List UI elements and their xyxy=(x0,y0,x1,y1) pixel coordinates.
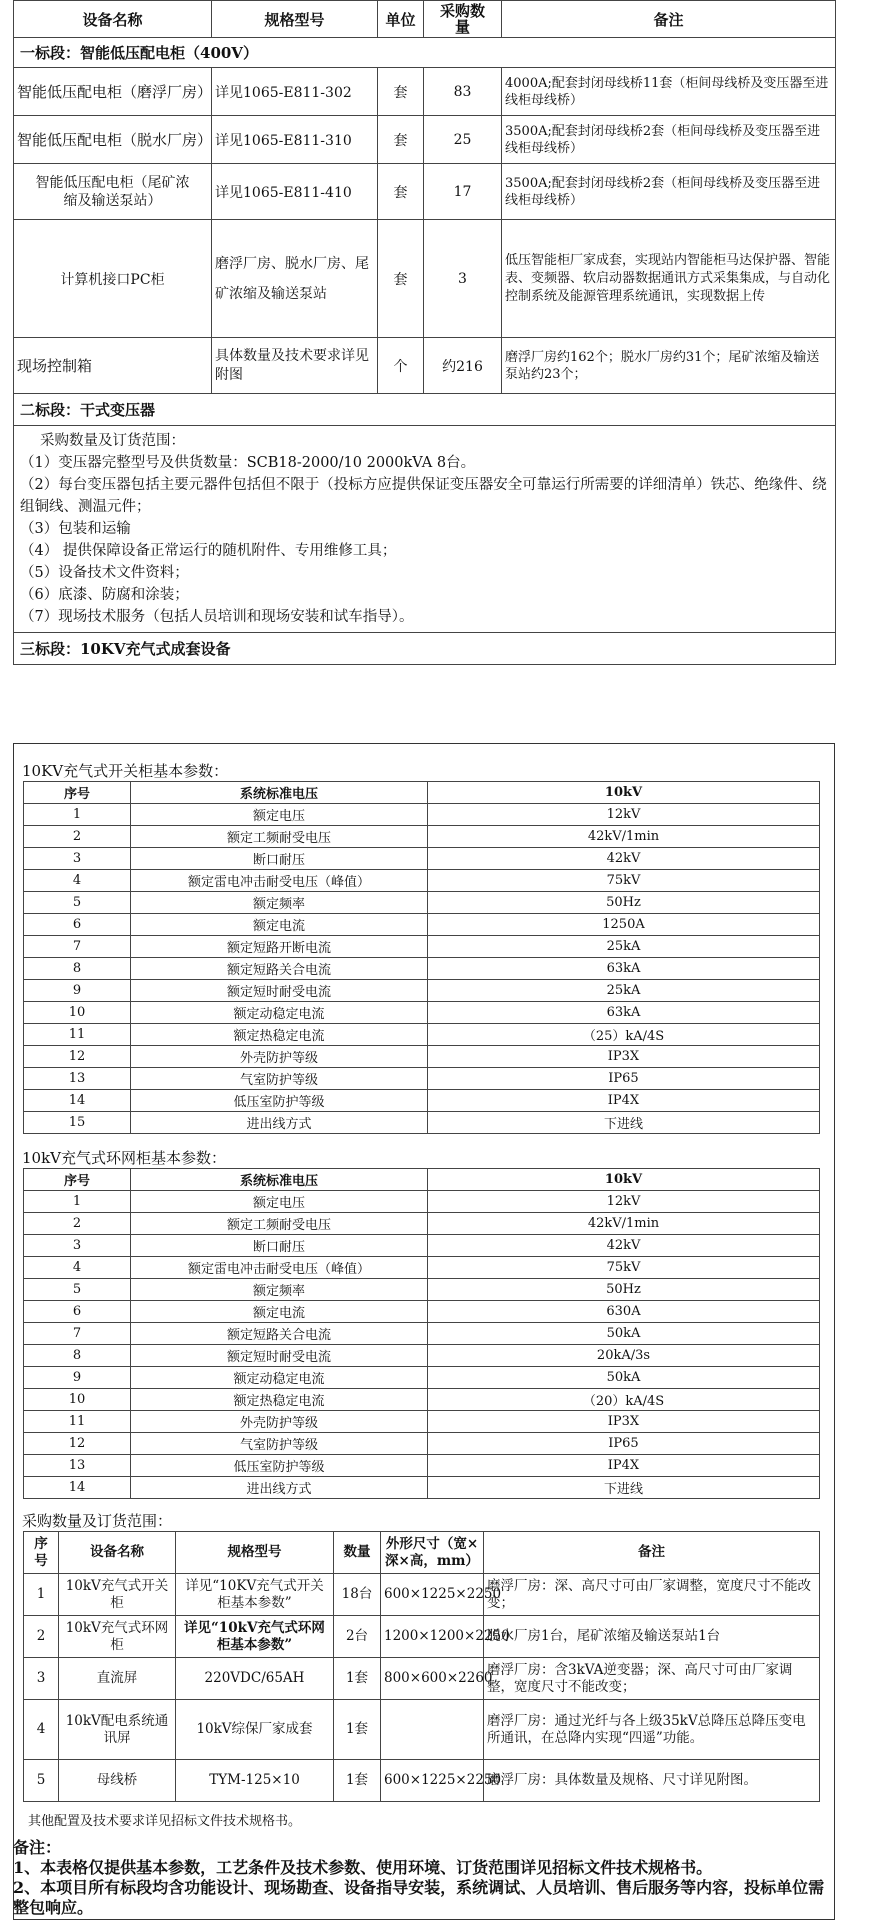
param-row xyxy=(24,1279,820,1301)
remark-item: 2、本项目所有标段均含功能设计、现场勘查、设备指导安装，系统调试、人员培训、售后服务等内容，投标单位需整包响应。 xyxy=(13,1878,825,1917)
param-cell: 12 xyxy=(24,1433,131,1455)
param-cell: 外壳防护等级 xyxy=(131,1411,428,1433)
param-cell: 63kA xyxy=(428,958,820,980)
other-config-note: 其他配置及技术要求详见招标文件技术规格书。 xyxy=(28,1814,302,1829)
table-row: 1 10kV充气式开关柜 详见“10KV充气式开关柜基本参数” 18台 600×1225×2250 磨浮厂房：深、高尺寸可由厂家调整，宽度尺寸不能改变； xyxy=(24,1574,820,1616)
param-cell: 1250A xyxy=(428,914,820,936)
param-row xyxy=(24,870,820,892)
param-row xyxy=(24,936,820,958)
param-cell: 50kA xyxy=(428,1323,820,1345)
section2-title: 二标段：干式变压器 xyxy=(14,394,836,426)
table-row: 5 母线桥 TYM-125×10 1套 600×1225×2250 磨浮厂房：具体数量及规格、尺寸详见附图。 xyxy=(24,1760,820,1802)
param-cell: 额定雷电冲击耐受电压（峰值） xyxy=(131,1257,428,1279)
param-cell: 4 xyxy=(24,1257,131,1279)
header-device-name: 设备名称 xyxy=(14,1,212,38)
table-row: 智能低压配电柜（磨浮厂房） 详见1065-E811-302 套 83 4000A;配套封闭母线桥11套（柜间母线桥及变压器至进线柜母线桥） xyxy=(14,68,836,116)
param-row xyxy=(24,914,820,936)
param-row xyxy=(24,1411,820,1433)
param-row xyxy=(24,1345,820,1367)
param-cell: 50kA xyxy=(428,1367,820,1389)
procurement-table xyxy=(13,0,836,665)
param-cell: IP65 xyxy=(428,1068,820,1090)
param-cell: 额定工频耐受电压 xyxy=(131,1213,428,1235)
param-cell: IP65 xyxy=(428,1433,820,1455)
param-row xyxy=(24,1433,820,1455)
param-row xyxy=(24,1046,820,1068)
param-cell: 5 xyxy=(24,1279,131,1301)
remark-item: 1、本表格仅提供基本参数，工艺条件及技术参数、使用环境、订货范围详见招标文件技术规格书。 xyxy=(13,1858,713,1877)
param-cell: IP3X xyxy=(428,1046,820,1068)
header-spec: 规格型号 xyxy=(212,1,378,38)
param-cell: 3 xyxy=(24,1235,131,1257)
param-cell: 7 xyxy=(24,936,131,958)
param-cell: 12 xyxy=(24,1046,131,1068)
remarks-title: 备注： xyxy=(13,1838,62,1857)
param-cell: 额定短路关合电流 xyxy=(131,1323,428,1345)
param-row xyxy=(24,1024,820,1046)
param-cell: 气室防护等级 xyxy=(131,1433,428,1455)
param-cell: 6 xyxy=(24,1301,131,1323)
param-cell: 2 xyxy=(24,826,131,848)
param-cell: IP4X xyxy=(428,1455,820,1477)
param-cell: 14 xyxy=(24,1090,131,1112)
header-qty: 采购数量 xyxy=(424,1,502,38)
param-cell: 1 xyxy=(24,804,131,826)
header-row xyxy=(14,1,836,38)
param-cell: 13 xyxy=(24,1455,131,1477)
param-cell: 额定动稳定电流 xyxy=(131,1367,428,1389)
param-row xyxy=(24,892,820,914)
param-cell: 断口耐压 xyxy=(131,848,428,870)
table-row: 现场控制箱 具体数量及技术要求详见附图 个 约216 磨浮厂房约162个；脱水厂房约31个；尾矿浓缩及输送泵站约23个； xyxy=(14,338,836,394)
scope3-header-row: 序号 设备名称 规格型号 数量 外形尺寸（宽×深×高，mm） 备注 xyxy=(24,1532,820,1574)
param-row xyxy=(24,1213,820,1235)
param-cell: 9 xyxy=(24,1367,131,1389)
param-cell: 额定电流 xyxy=(131,1301,428,1323)
param-row xyxy=(24,1090,820,1112)
param-cell: 4 xyxy=(24,870,131,892)
param-cell: 12kV xyxy=(428,804,820,826)
param-cell: 8 xyxy=(24,958,131,980)
param-cell: 63kA xyxy=(428,1002,820,1024)
param-cell: 630A xyxy=(428,1301,820,1323)
table-row: 4 10kV配电系统通讯屏 10kV综保厂家成套 1套 磨浮厂房：通过光纤与各上级35kV总降压总降压变电所通讯，在总降内实现“四遥”功能。 xyxy=(24,1700,820,1760)
param-row xyxy=(24,848,820,870)
param-row xyxy=(24,804,820,826)
param-row xyxy=(24,1002,820,1024)
param-cell: 6 xyxy=(24,914,131,936)
param-cell: 额定电压 xyxy=(131,1191,428,1213)
param-cell: 13 xyxy=(24,1068,131,1090)
param-cell: 25kA xyxy=(428,980,820,1002)
param-row xyxy=(24,958,820,980)
switchgear-param-table xyxy=(23,781,820,1134)
param-cell: 额定短时耐受电流 xyxy=(131,1345,428,1367)
param-cell: 额定短路关合电流 xyxy=(131,958,428,980)
section1-title: 一标段：智能低压配电柜（400V） xyxy=(14,38,836,68)
param-cell: 50Hz xyxy=(428,1279,820,1301)
param-cell: IP3X xyxy=(428,1411,820,1433)
header-note: 备注 xyxy=(502,1,836,38)
table-row: 智能低压配电柜（尾矿浓缩及输送泵站） 详见1065-E811-410 套 17 3500A;配套封闭母线桥2套（柜间母线桥及变压器至进线柜母线桥） xyxy=(14,164,836,220)
param-cell: 额定电压 xyxy=(131,804,428,826)
param-cell: 11 xyxy=(24,1411,131,1433)
param-cell: 低压室防护等级 xyxy=(131,1090,428,1112)
param-row xyxy=(24,826,820,848)
table-row: 3 直流屏 220VDC/65AH 1套 800×600×2260 磨浮厂房：含3kVA逆变器；深、高尺寸可由厂家调整，宽度尺寸不能改变； xyxy=(24,1658,820,1700)
param-cell: 14 xyxy=(24,1477,131,1499)
param-cell: 50Hz xyxy=(428,892,820,914)
param-cell: 断口耐压 xyxy=(131,1235,428,1257)
param-cell: 42kV xyxy=(428,848,820,870)
param-cell: 外壳防护等级 xyxy=(131,1046,428,1068)
table-row: 计算机接口PC柜 磨浮厂房、脱水厂房、尾矿浓缩及输送泵站 套 3 低压智能柜厂家成套，实现站内智能柜马达保护器、智能表、变频器、软启动器数据通讯方式采集集成，与自动化控制系统及能源管理系统通讯，实现数据上传 xyxy=(14,220,836,338)
param-cell: 42kV/1min xyxy=(428,1213,820,1235)
param-cell: 75kV xyxy=(428,1257,820,1279)
section2-scope: 采购数量及订货范围： （1）变压器完整型号及供货数量：SCB18-2000/10 2000kVA 8台。 （2）每台变压器包括主要元器件包括但不限于（投标方应提供保证变压器安全可靠运行所需要的详细清单）铁芯、绝缘件、绕组铜线、测温元件； （3）包装和运输 （4） 提供保障设备正常运行的随机附件、专用维修工具； （5）设备技术文件资料； （6）底漆、防腐和涂装； （7）现场技术服务（包括人员培训和现场安装和试车指导）。 xyxy=(14,426,836,633)
param-cell: IP4X xyxy=(428,1090,820,1112)
switchgear-header-row: 序号 系统标准电压 10kV xyxy=(24,782,820,804)
param-cell: 42kV/1min xyxy=(428,826,820,848)
param-cell: 下进线 xyxy=(428,1112,820,1134)
ringmain-caption: 10kV充气式环网柜基本参数： xyxy=(22,1149,227,1167)
param-cell: 10 xyxy=(24,1389,131,1411)
param-cell: 25kA xyxy=(428,936,820,958)
param-cell: 8 xyxy=(24,1345,131,1367)
param-row xyxy=(24,1112,820,1134)
ringmain-param-table xyxy=(23,1168,820,1499)
param-row xyxy=(24,1367,820,1389)
param-cell: 额定短时耐受电流 xyxy=(131,980,428,1002)
param-row xyxy=(24,1191,820,1213)
param-row xyxy=(24,1455,820,1477)
ringmain-header-row: 序号 系统标准电压 10kV xyxy=(24,1169,820,1191)
param-cell: 额定频率 xyxy=(131,1279,428,1301)
scope3-caption: 采购数量及订货范围： xyxy=(22,1512,173,1530)
param-row xyxy=(24,1323,820,1345)
param-cell: 进出线方式 xyxy=(131,1477,428,1499)
param-cell: （20）kA/4S xyxy=(428,1389,820,1411)
param-cell: 额定短路开断电流 xyxy=(131,936,428,958)
param-cell: 低压室防护等级 xyxy=(131,1455,428,1477)
param-cell: （25）kA/4S xyxy=(428,1024,820,1046)
param-cell: 气室防护等级 xyxy=(131,1068,428,1090)
param-cell: 12kV xyxy=(428,1191,820,1213)
param-row xyxy=(24,1389,820,1411)
switchgear-caption: 10KV充气式开关柜基本参数： xyxy=(22,762,229,780)
param-row xyxy=(24,1235,820,1257)
param-row xyxy=(24,980,820,1002)
param-row xyxy=(24,1257,820,1279)
param-cell: 下进线 xyxy=(428,1477,820,1499)
param-cell: 11 xyxy=(24,1024,131,1046)
param-cell: 42kV xyxy=(428,1235,820,1257)
param-cell: 15 xyxy=(24,1112,131,1134)
table-row: 智能低压配电柜（脱水厂房） 详见1065-E811-310 套 25 3500A;配套封闭母线桥2套（柜间母线桥及变压器至进线柜母线桥） xyxy=(14,116,836,164)
param-cell: 进出线方式 xyxy=(131,1112,428,1134)
param-cell: 额定热稳定电流 xyxy=(131,1024,428,1046)
table-row: 2 10kV充气式环网柜 详见“10kV充气式环网柜基本参数” 2台 1200×1200×2250 脱水厂房1台，尾矿浓缩及输送泵站1台 xyxy=(24,1616,820,1658)
scope3-table xyxy=(23,1531,820,1802)
header-unit: 单位 xyxy=(378,1,424,38)
param-row xyxy=(24,1477,820,1499)
param-cell: 10 xyxy=(24,1002,131,1024)
param-cell: 1 xyxy=(24,1191,131,1213)
section3-title: 三标段：10KV充气式成套设备 xyxy=(14,633,836,665)
param-cell: 75kV xyxy=(428,870,820,892)
param-cell: 额定工频耐受电压 xyxy=(131,826,428,848)
param-cell: 额定雷电冲击耐受电压（峰值） xyxy=(131,870,428,892)
param-cell: 3 xyxy=(24,848,131,870)
param-row xyxy=(24,1068,820,1090)
param-cell: 额定动稳定电流 xyxy=(131,1002,428,1024)
remarks xyxy=(13,1838,835,1918)
param-cell: 额定热稳定电流 xyxy=(131,1389,428,1411)
param-cell: 20kA/3s xyxy=(428,1345,820,1367)
param-cell: 5 xyxy=(24,892,131,914)
param-cell: 7 xyxy=(24,1323,131,1345)
param-row xyxy=(24,1301,820,1323)
param-cell: 额定电流 xyxy=(131,914,428,936)
param-cell: 额定频率 xyxy=(131,892,428,914)
param-cell: 9 xyxy=(24,980,131,1002)
param-cell: 2 xyxy=(24,1213,131,1235)
